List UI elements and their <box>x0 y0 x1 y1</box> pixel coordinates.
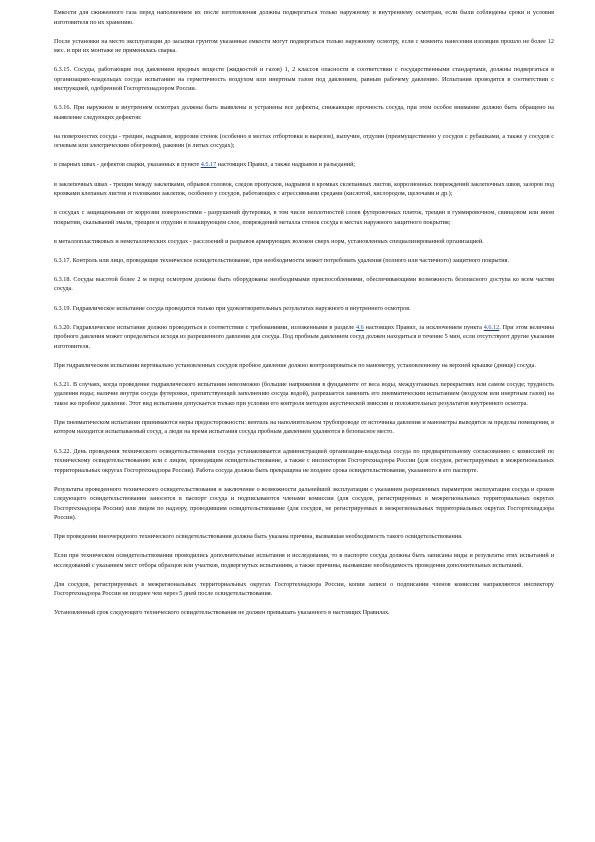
paragraph: Для сосудов, регистрируемых в межрегиональных территориальных округах Госгортехнадзора России, копии записи о подписании членов комиссии направляются инспектору Госгортехнадзора России не позднее чем через 5 дней после освидетельствования. <box>54 580 554 598</box>
paragraph-6-3-21: 6.3.21. В случаях, когда проведение гидравлического испытания невозможно (большие напряжения в фундаменте от веса воды, междуэтажных перекрытиях или самом сосуде; трудность удаления воды; наличие внутри сосуда футеровки, препятствующей заполнению сосуда водой), разрешается заменять его пневматическим испытанием (воздухом или инертным газом) на такое же пробное давление. Этот вид испытания допускается только при условии его контроля методом акустической эмиссии и положительных результатов внутреннего осмотра. <box>54 380 554 407</box>
paragraph: При проведении внеочередного технического освидетельствования должна быть указана причина, вызвавшая необходимость такого освидетельствования. <box>54 533 463 541</box>
paragraph: При гидравлическом испытании вертикально установленных сосудов пробное давление должно контролироваться по манометру, установленному на верхней крышке (днище) сосуда. <box>54 361 536 369</box>
text: . При этом величина пробного давления может определяться исходя из разрешенного давления для сосуда. Под пробным давлением сосуд должен находиться в течение 5 мин, если отсутствуют другие указания изготовителя. <box>54 323 554 350</box>
section-link[interactable]: 4.6 <box>356 323 364 331</box>
paragraph: Емкости для сжиженного газа перед наполнением их после изготовления должны подвергаться только наружному и внутреннему осмотрам, если были соблюдены сроки и условия изготовителя по их хранению. <box>54 9 554 26</box>
text: в сварных швах - дефектов сварки, указанных в пункте <box>54 161 201 169</box>
paragraph-with-link <box>54 160 554 170</box>
paragraph-6-3-20 <box>54 323 554 352</box>
paragraph: Если при техническом освидетельствовании проводились дополнительные испытания и исследования, то в паспорте сосуда должны быть записаны виды и результаты этих испытаний и исследований с указанием мест отбора образцов или участков, подвергнутых испытаниям, а также причины, вызвавшие необходимость проведения дополнительных испытаний. <box>54 552 554 569</box>
text: настоящих Правил, а также надрывов и разъеданий; <box>216 161 356 169</box>
paragraph-6-3-18: 6.3.18. Сосуды высотой более 2 м перед осмотром должны быть оборудованы необходимыми приспособлениями, обеспечивающими возможность безопасного доступа ко всем частям сосуда. <box>54 275 554 293</box>
paragraph: Установленный срок следующего технического освидетельствования не должен превышать указанного в настоящих Правилах. <box>54 609 390 617</box>
paragraph-6-3-22: 6.3.22. День проведения технического освидетельствования сосуда устанавливается администрацией организации-владельца сосуда по предварительному согласованию с комиссией по техническому освидетельствованию или с лицом, проводящим освидетельствование, а также с инспектором Госгортехнадзора России (для сосудов, регистрируемых в межрегиональных территориальных округах Госгортехнадзора России). Работа сосуда должна быть прекращена не позднее срока освидетельствования, указанного в его паспорте. <box>54 447 554 474</box>
paragraph-6-3-15: 6.3.15. Сосуды, работающие под давлением вредных веществ (жидкостей и газов) 1, 2 классов опасности в соответствии с государственными стандартами, должны подвергаться в организациях-владельцах сосуда испытанию на герметичность воздухом или инертным газом под давлением, равным рабочему давлению. Испытания проводятся в соответствии с инструкцией, одобренной Госгортехнадзором России. <box>54 66 554 93</box>
section-link[interactable]: 4.6.12 <box>483 323 500 331</box>
paragraph-6-3-16: 6.3.16. При наружном и внутреннем осмотрах должны быть выявлены и устранены все дефекты, снижающие прочность сосуда, при этом особое внимание должно быть обращено на выявление следующих дефектов: <box>54 104 554 121</box>
text: 6.3.20. Гидравлическое испытание должно проводиться в соответствии с требованиями, изложенными в разделе <box>54 323 357 331</box>
section-link[interactable]: 4.5.17 <box>200 161 217 169</box>
paragraph: в сосудах с защищенными от коррозии поверхностями - разрушений футеровки, в том числе неплотностей слоев футеровочных плиток, трещин в гуммировочном, свинцовом или ином покрытии, скалываний эмали, трещин и отдулин в плакирующем слое, повреждений металла стенок сосуда в местах наружного защитного покрытия; <box>54 209 554 226</box>
paragraph: Результаты проведенного технического освидетельствования и заключение о возможности дальнейшей эксплуатации с указанием разрешенных параметров эксплуатации сосуда и сроков следующего освидетельствования заносятся в паспорт сосуда и подписываются членами комиссии (для сосудов, регистрируемых в межрегиональных территориальных округах Госгортехнадзора России) или лицом по надзору, проводившим освидетельствование (для сосудов, не регистрируемых в межрегиональных территориальных округах Госгортехнадзора России). <box>54 485 554 522</box>
paragraph: в заклепочных швах - трещин между заклепками, обрывов головок, следов пропусков, надрывов в кромках склепанных листов, коррозионных повреждений заклепочных швов, зазоров под кромками клепаных листов и головками заклепок, особенно у сосудов, работающих с агрессивными средами (кислотой, кислородом, щелочами и др.); <box>54 180 554 198</box>
paragraph: на поверхностях сосуда - трещин, надрывов, коррозии стенок (особенно в местах отбортовки и вырезов), выпучин, отдулин (преимущественно у сосудов с рубашками, а также у сосудов с огневым или электрическим обогревом), раковин (в литых сосудах); <box>54 132 554 150</box>
text: настоящих Правил, за исключением пункта <box>363 323 484 331</box>
paragraph: в металлопластиковых и неметаллических сосудах - расслоений и разрывов армирующих волокон сверх норм, установленных специализированной организацией. <box>54 237 484 245</box>
paragraph-6-3-19: 6.3.19. Гидравлическое испытание сосуда проводится только при удовлетворительных результатах наружного и внутреннего осмотров. <box>54 304 411 312</box>
paragraph-6-3-17: 6.3.17. Контроль или лицо, проводящие техническое освидетельствование, при необходимости может потребовать удаления (полного или частичного) защитного покрытия. <box>54 256 509 264</box>
document-page <box>54 8 554 628</box>
paragraph: После установки на место эксплуатации до засыпки грунтом указанные емкости могут подвергаться только наружному осмотру, если с момента нанесения изоляции прошло не более 12 мес. и при их монтаже не применялась сварка. <box>54 37 554 55</box>
paragraph: При пневматическом испытании принимаются меры предосторожности: вентиль на наполнительном трубопроводе от источника давления и манометры выводятся за пределы помещения, в котором находится испытываемый сосуд, а люди на время испытания сосуда пробным давлением удаляются в безопасное место. <box>54 418 554 436</box>
